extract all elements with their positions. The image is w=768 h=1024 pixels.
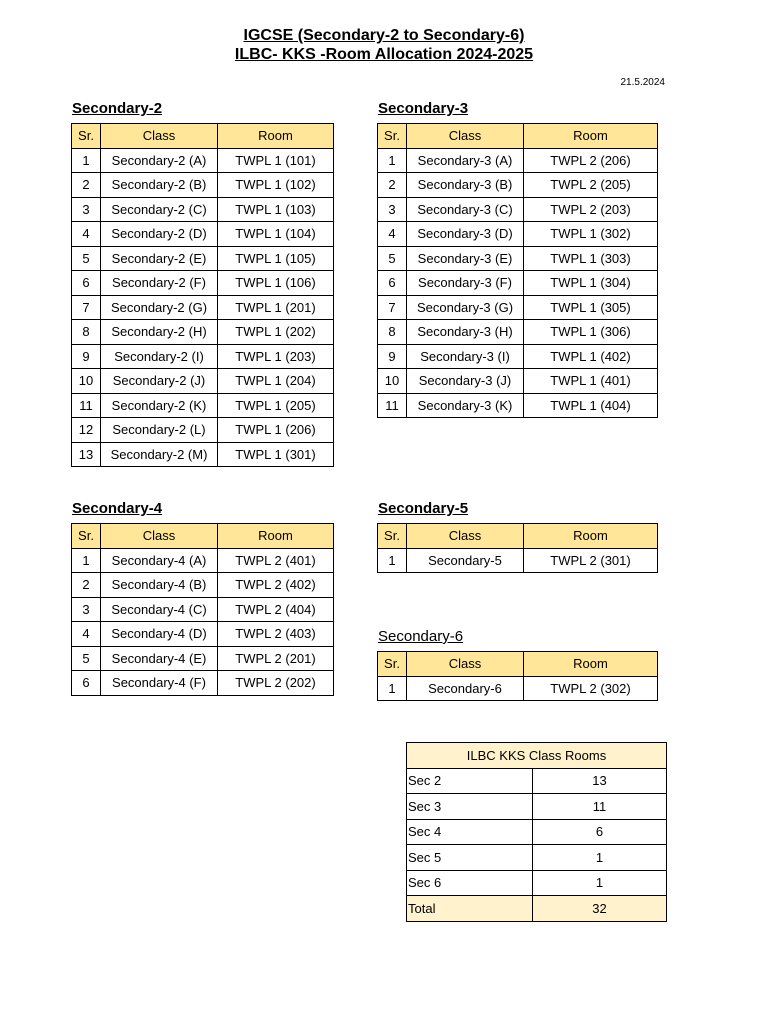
cell-class: Secondary-4 (A) bbox=[101, 548, 218, 573]
cell-class: Secondary-2 (J) bbox=[101, 369, 218, 394]
summary-total-row bbox=[407, 896, 667, 922]
cell-room: TWPL 2 (206) bbox=[524, 148, 658, 173]
table-row bbox=[72, 197, 334, 222]
cell-class: Secondary-3 (F) bbox=[407, 271, 524, 296]
cell-sr: 6 bbox=[72, 671, 101, 696]
cell-class: Secondary-2 (L) bbox=[101, 418, 218, 443]
table-row bbox=[72, 344, 334, 369]
cell-room: TWPL 1 (206) bbox=[218, 418, 334, 443]
table-header-row bbox=[378, 652, 658, 677]
cell-sr: 9 bbox=[378, 344, 407, 369]
summary-row bbox=[407, 794, 667, 820]
cell-room: TWPL 1 (302) bbox=[524, 222, 658, 247]
cell-room: TWPL 1 (205) bbox=[218, 393, 334, 418]
cell-sr: 3 bbox=[72, 197, 101, 222]
cell-room: TWPL 1 (203) bbox=[218, 344, 334, 369]
summary-header: ILBC KKS Class Rooms bbox=[407, 743, 667, 769]
table-secondary-6 bbox=[377, 651, 658, 701]
cell-sr: 7 bbox=[72, 295, 101, 320]
summary-label: Sec 5 bbox=[407, 845, 533, 871]
summary-row bbox=[407, 870, 667, 896]
cell-room: TWPL 2 (404) bbox=[218, 597, 334, 622]
cell-sr: 13 bbox=[72, 442, 101, 467]
header-class: Class bbox=[407, 652, 524, 677]
cell-class: Secondary-5 bbox=[407, 548, 524, 573]
cell-sr: 2 bbox=[72, 573, 101, 598]
cell-sr: 3 bbox=[72, 597, 101, 622]
table-row bbox=[72, 393, 334, 418]
summary-row bbox=[407, 845, 667, 871]
cell-class: Secondary-3 (H) bbox=[407, 320, 524, 345]
table-row bbox=[378, 393, 658, 418]
summary-total-value: 32 bbox=[533, 896, 667, 922]
header-sr: Sr. bbox=[72, 524, 101, 549]
table-row bbox=[378, 369, 658, 394]
header-room: Room bbox=[524, 524, 658, 549]
summary-total-label: Total bbox=[407, 896, 533, 922]
cell-sr: 10 bbox=[72, 369, 101, 394]
cell-class: Secondary-2 (E) bbox=[101, 246, 218, 271]
cell-room: TWPL 1 (306) bbox=[524, 320, 658, 345]
title-line-2: ILBC- KKS -Room Allocation 2024-2025 bbox=[234, 46, 534, 63]
cell-room: TWPL 1 (106) bbox=[218, 271, 334, 296]
table-row bbox=[378, 548, 658, 573]
table-row bbox=[378, 320, 658, 345]
table-row bbox=[378, 295, 658, 320]
summary-value: 11 bbox=[533, 794, 667, 820]
header-sr: Sr. bbox=[378, 524, 407, 549]
cell-class: Secondary-4 (E) bbox=[101, 646, 218, 671]
cell-class: Secondary-2 (H) bbox=[101, 320, 218, 345]
summary-value: 6 bbox=[533, 819, 667, 845]
cell-class: Secondary-2 (K) bbox=[101, 393, 218, 418]
cell-class: Secondary-2 (I) bbox=[101, 344, 218, 369]
table-row bbox=[72, 671, 334, 696]
cell-sr: 11 bbox=[72, 393, 101, 418]
cell-class: Secondary-4 (F) bbox=[101, 671, 218, 696]
cell-room: TWPL 1 (104) bbox=[218, 222, 334, 247]
table-row bbox=[72, 646, 334, 671]
cell-room: TWPL 1 (102) bbox=[218, 173, 334, 198]
cell-class: Secondary-3 (I) bbox=[407, 344, 524, 369]
cell-room: TWPL 1 (204) bbox=[218, 369, 334, 394]
summary-value: 13 bbox=[533, 768, 667, 794]
summary-label: Sec 4 bbox=[407, 819, 533, 845]
table-row bbox=[72, 442, 334, 467]
cell-sr: 5 bbox=[72, 246, 101, 271]
table-row bbox=[378, 222, 658, 247]
cell-class: Secondary-2 (D) bbox=[101, 222, 218, 247]
cell-sr: 1 bbox=[378, 548, 407, 573]
cell-room: TWPL 2 (205) bbox=[524, 173, 658, 198]
cell-room: TWPL 1 (402) bbox=[524, 344, 658, 369]
cell-sr: 4 bbox=[72, 222, 101, 247]
cell-class: Secondary-3 (C) bbox=[407, 197, 524, 222]
table-row bbox=[378, 676, 658, 701]
header-room: Room bbox=[218, 524, 334, 549]
summary-label: Sec 3 bbox=[407, 794, 533, 820]
section-label-secondary-5: Secondary-5 bbox=[378, 500, 469, 517]
table-row bbox=[72, 148, 334, 173]
cell-class: Secondary-3 (A) bbox=[407, 148, 524, 173]
header-sr: Sr. bbox=[378, 124, 407, 149]
cell-room: TWPL 1 (304) bbox=[524, 271, 658, 296]
title-line-1: IGCSE (Secondary-2 to Secondary-6) bbox=[243, 27, 525, 44]
table-secondary-2 bbox=[71, 123, 334, 467]
header-class: Class bbox=[407, 524, 524, 549]
cell-sr: 11 bbox=[378, 393, 407, 418]
cell-class: Secondary-3 (G) bbox=[407, 295, 524, 320]
cell-room: TWPL 2 (301) bbox=[524, 548, 658, 573]
header-sr: Sr. bbox=[72, 124, 101, 149]
cell-room: TWPL 1 (202) bbox=[218, 320, 334, 345]
cell-sr: 6 bbox=[378, 271, 407, 296]
cell-class: Secondary-3 (B) bbox=[407, 173, 524, 198]
table-secondary-4 bbox=[71, 523, 334, 696]
cell-class: Secondary-4 (D) bbox=[101, 622, 218, 647]
table-row bbox=[378, 173, 658, 198]
document-date: 21.5.2024 bbox=[620, 77, 665, 88]
cell-room: TWPL 1 (105) bbox=[218, 246, 334, 271]
cell-room: TWPL 1 (101) bbox=[218, 148, 334, 173]
table-row bbox=[378, 148, 658, 173]
cell-room: TWPL 2 (401) bbox=[218, 548, 334, 573]
table-row bbox=[72, 369, 334, 394]
cell-room: TWPL 2 (201) bbox=[218, 646, 334, 671]
cell-room: TWPL 1 (301) bbox=[218, 442, 334, 467]
table-row bbox=[378, 344, 658, 369]
table-row bbox=[72, 597, 334, 622]
table-row bbox=[72, 622, 334, 647]
header-room: Room bbox=[524, 652, 658, 677]
cell-room: TWPL 1 (303) bbox=[524, 246, 658, 271]
cell-sr: 3 bbox=[378, 197, 407, 222]
section-label-secondary-3: Secondary-3 bbox=[378, 100, 469, 117]
table-row bbox=[378, 197, 658, 222]
section-label-secondary-2: Secondary-2 bbox=[72, 100, 163, 117]
section-label-secondary-4: Secondary-4 bbox=[72, 500, 163, 517]
table-row bbox=[72, 271, 334, 296]
summary-label: Sec 6 bbox=[407, 870, 533, 896]
cell-sr: 1 bbox=[378, 148, 407, 173]
cell-class: Secondary-2 (C) bbox=[101, 197, 218, 222]
table-row bbox=[72, 173, 334, 198]
table-secondary-3 bbox=[377, 123, 658, 418]
header-class: Class bbox=[101, 124, 218, 149]
cell-sr: 7 bbox=[378, 295, 407, 320]
cell-sr: 2 bbox=[72, 173, 101, 198]
header-room: Room bbox=[524, 124, 658, 149]
header-sr: Sr. bbox=[378, 652, 407, 677]
table-row bbox=[72, 573, 334, 598]
cell-class: Secondary-2 (G) bbox=[101, 295, 218, 320]
table-row bbox=[378, 271, 658, 296]
table-row bbox=[72, 222, 334, 247]
cell-class: Secondary-3 (K) bbox=[407, 393, 524, 418]
document-title bbox=[0, 26, 768, 64]
cell-class: Secondary-2 (B) bbox=[101, 173, 218, 198]
table-row bbox=[72, 418, 334, 443]
cell-sr: 5 bbox=[72, 646, 101, 671]
summary-table bbox=[406, 742, 667, 922]
table-row bbox=[72, 246, 334, 271]
cell-room: TWPL 1 (103) bbox=[218, 197, 334, 222]
summary-label: Sec 2 bbox=[407, 768, 533, 794]
cell-sr: 1 bbox=[72, 148, 101, 173]
cell-room: TWPL 1 (404) bbox=[524, 393, 658, 418]
table-header-row bbox=[72, 124, 334, 149]
cell-room: TWPL 2 (203) bbox=[524, 197, 658, 222]
table-row bbox=[72, 295, 334, 320]
table-secondary-5 bbox=[377, 523, 658, 573]
section-label-secondary-6: Secondary-6 bbox=[378, 628, 464, 645]
summary-value: 1 bbox=[533, 870, 667, 896]
table-header-row bbox=[72, 524, 334, 549]
cell-class: Secondary-3 (E) bbox=[407, 246, 524, 271]
cell-class: Secondary-6 bbox=[407, 676, 524, 701]
cell-class: Secondary-4 (B) bbox=[101, 573, 218, 598]
header-room: Room bbox=[218, 124, 334, 149]
cell-sr: 1 bbox=[72, 548, 101, 573]
cell-room: TWPL 1 (305) bbox=[524, 295, 658, 320]
cell-sr: 12 bbox=[72, 418, 101, 443]
cell-class: Secondary-3 (D) bbox=[407, 222, 524, 247]
cell-class: Secondary-2 (A) bbox=[101, 148, 218, 173]
summary-row bbox=[407, 819, 667, 845]
table-row bbox=[72, 320, 334, 345]
table-header-row bbox=[378, 524, 658, 549]
table-row bbox=[378, 246, 658, 271]
cell-class: Secondary-3 (J) bbox=[407, 369, 524, 394]
cell-sr: 2 bbox=[378, 173, 407, 198]
cell-class: Secondary-2 (F) bbox=[101, 271, 218, 296]
cell-sr: 5 bbox=[378, 246, 407, 271]
cell-room: TWPL 2 (202) bbox=[218, 671, 334, 696]
cell-class: Secondary-4 (C) bbox=[101, 597, 218, 622]
cell-room: TWPL 1 (201) bbox=[218, 295, 334, 320]
cell-sr: 8 bbox=[72, 320, 101, 345]
summary-row bbox=[407, 768, 667, 794]
cell-class: Secondary-2 (M) bbox=[101, 442, 218, 467]
header-class: Class bbox=[101, 524, 218, 549]
summary-value: 1 bbox=[533, 845, 667, 871]
table-row bbox=[72, 548, 334, 573]
cell-sr: 4 bbox=[72, 622, 101, 647]
header-class: Class bbox=[407, 124, 524, 149]
cell-room: TWPL 2 (402) bbox=[218, 573, 334, 598]
cell-sr: 10 bbox=[378, 369, 407, 394]
cell-sr: 1 bbox=[378, 676, 407, 701]
cell-sr: 8 bbox=[378, 320, 407, 345]
cell-room: TWPL 1 (401) bbox=[524, 369, 658, 394]
cell-sr: 6 bbox=[72, 271, 101, 296]
cell-room: TWPL 2 (302) bbox=[524, 676, 658, 701]
cell-sr: 4 bbox=[378, 222, 407, 247]
cell-sr: 9 bbox=[72, 344, 101, 369]
table-header-row bbox=[378, 124, 658, 149]
cell-room: TWPL 2 (403) bbox=[218, 622, 334, 647]
